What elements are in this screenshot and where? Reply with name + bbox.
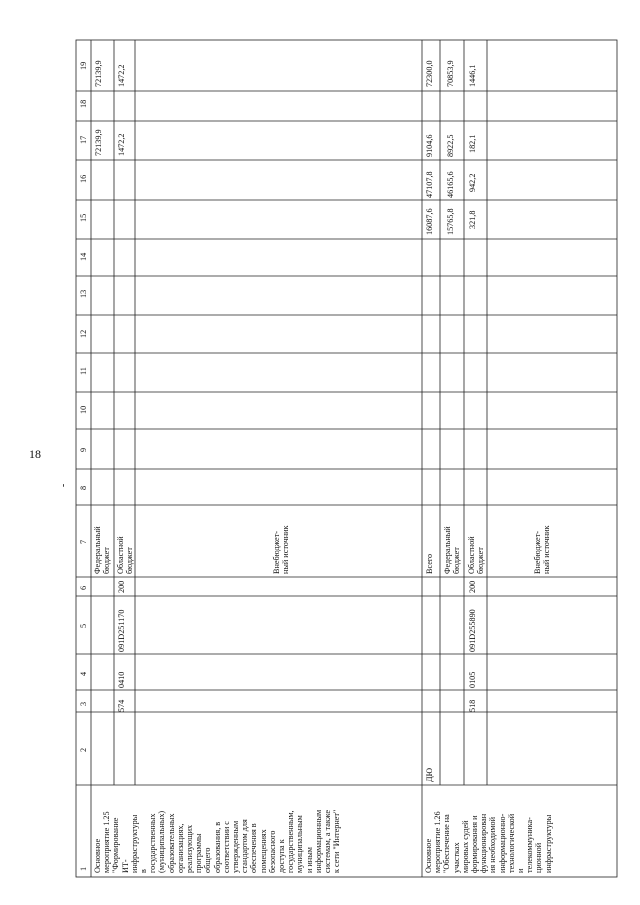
b1-federal-c19: 72139,9 <box>94 60 103 87</box>
col-header-3: 3 <box>79 701 88 706</box>
b2-regional-source: Областной бюджет <box>467 536 486 574</box>
col-header-6: 6 <box>79 585 88 590</box>
col-header-13: 13 <box>79 289 88 298</box>
measure-1-26-name: Основное мероприятие 1.26 "Обеспечение на участках мировых судей формирования и функционирован ия необходимой информационно- технологической и телекоммуника- ционной инфраструктуры <box>424 811 553 873</box>
col-header-7: 7 <box>79 539 88 544</box>
table-frame <box>76 40 617 877</box>
b1-regional-c6: 200 <box>117 580 126 593</box>
b2-regional-c5: 091D255890 <box>468 609 477 652</box>
b1-regional-c17: 1472,2 <box>117 133 126 156</box>
col-header-12: 12 <box>79 329 88 338</box>
margin-mark: - <box>58 483 70 488</box>
b2-regional-c6: 200 <box>468 580 477 593</box>
b2-regional-c3: 518 <box>468 699 477 712</box>
col-header-1: 1 <box>79 866 88 871</box>
col-header-14: 14 <box>79 252 88 261</box>
measure-1-25-name: Основное мероприятие 1.25 "Формирование ИТ- инфраструктуры в государственных (муниципальных) образовательных организациях, реализующих программы общего образования, в соответствии с утвержденным стандартом для обеспечения в помещениях безопасного доступа к государственным, муниципальным и иным информационным системам, а также к сети "Интернет" <box>93 809 342 873</box>
b1-regional-source: Областной бюджет <box>116 536 135 574</box>
b2-extra-source: Внебюджет- ный источник <box>533 525 552 574</box>
b1-regional-c5: 091D251170 <box>117 609 126 652</box>
b2-federal-c15: 15765,8 <box>446 208 455 235</box>
b2-total-c16: 47107,8 <box>425 171 434 198</box>
b2-regional-c16: 942,2 <box>468 173 477 192</box>
col-header-18: 18 <box>79 99 88 108</box>
b2-regional-c17: 182,1 <box>468 134 477 153</box>
b1-extra-source: Внебюджет- ный источник <box>272 525 291 574</box>
b2-total-c19: 72300,0 <box>425 60 434 87</box>
col-header-4: 4 <box>79 671 88 676</box>
b2-federal-c16: 46165,6 <box>446 171 455 198</box>
b2-total-source: Всего <box>425 553 434 574</box>
col-header-9: 9 <box>79 447 88 452</box>
col-header-5: 5 <box>79 623 88 628</box>
b1-regional-c4: 0410 <box>117 671 126 688</box>
b2-regional-c15: 321,8 <box>468 210 477 229</box>
col-header-10: 10 <box>79 405 88 414</box>
b2-total-c15: 16087,6 <box>425 208 434 235</box>
b2-federal-c17: 8922,5 <box>446 134 455 157</box>
b1-regional-c19: 1472,2 <box>117 64 126 87</box>
page-number: 18 <box>29 447 41 461</box>
b2-regional-c19: 1446,1 <box>468 64 477 87</box>
b2-regional-c4: 0105 <box>468 671 477 688</box>
b2-total-c17: 9104,6 <box>425 134 434 157</box>
b1-regional-c3: 574 <box>117 699 126 712</box>
b1-federal-c17: 72139,9 <box>94 129 103 156</box>
col-header-16: 16 <box>79 174 88 183</box>
b2-federal-c19: 70853,9 <box>446 60 455 87</box>
col-header-8: 8 <box>79 485 88 490</box>
b2-executor: ДЮ <box>425 767 434 782</box>
col-header-19: 19 <box>79 61 88 70</box>
col-header-2: 2 <box>79 747 88 752</box>
col-header-15: 15 <box>79 213 88 222</box>
col-header-11: 11 <box>79 367 88 375</box>
b1-federal-source: Федеральный бюджет <box>93 526 112 574</box>
b2-federal-source: Федеральный бюджет <box>443 526 462 574</box>
col-header-17: 17 <box>79 135 88 144</box>
